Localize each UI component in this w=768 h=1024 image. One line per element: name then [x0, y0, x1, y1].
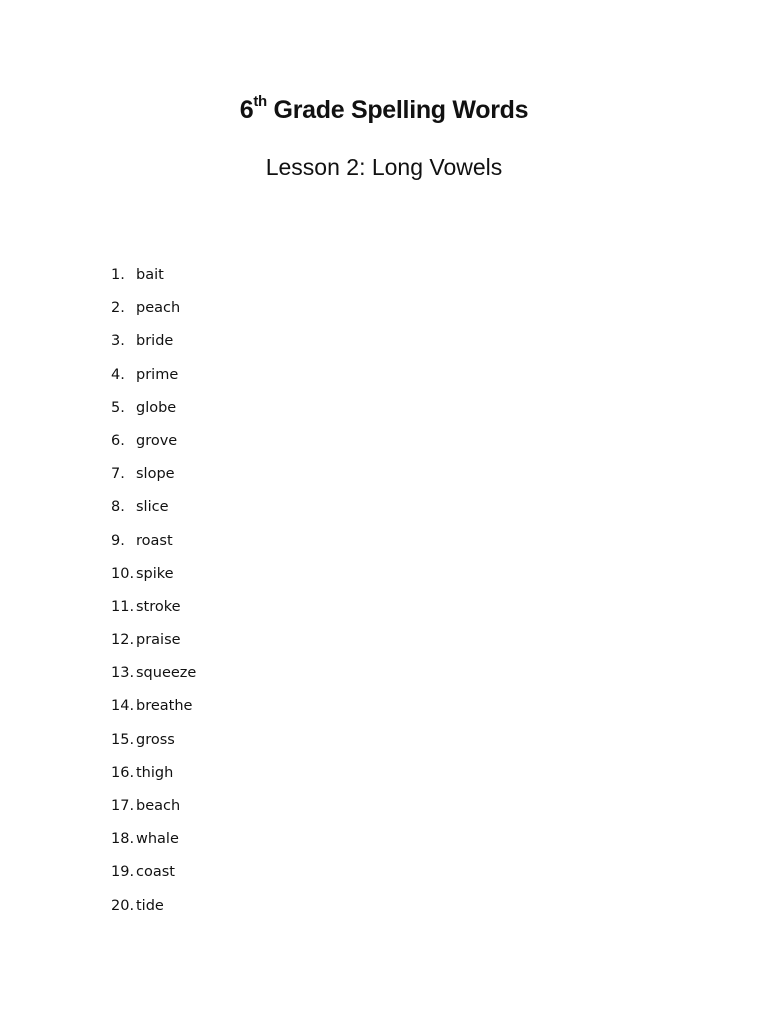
- list-item: [111, 461, 196, 494]
- item-number: 17.: [111, 798, 135, 814]
- spelling-word: praise: [136, 632, 181, 649]
- list-item: [111, 362, 196, 395]
- title-text: Grade Spelling Words: [266, 96, 529, 124]
- spelling-word: peach: [136, 300, 181, 317]
- item-number: 13.: [111, 665, 135, 682]
- list-item: [111, 395, 196, 428]
- title-ordinal-suffix: th: [253, 93, 267, 110]
- list-item: [111, 660, 196, 693]
- spelling-word: beach: [136, 798, 181, 814]
- spelling-word-list: [111, 262, 196, 926]
- item-number: 12.: [111, 632, 135, 649]
- item-number: 15.: [111, 731, 135, 748]
- list-item: [111, 528, 196, 561]
- spelling-word: stroke: [136, 598, 181, 615]
- spelling-word: bait: [136, 267, 164, 283]
- item-number: 5.: [111, 399, 125, 416]
- spelling-word: coast: [136, 864, 175, 881]
- list-item: [111, 760, 196, 793]
- list-item: [111, 893, 196, 926]
- item-number: 18.: [111, 831, 135, 848]
- list-item: [111, 328, 196, 361]
- item-number: 19.: [111, 864, 135, 881]
- list-item: [111, 627, 196, 660]
- item-number: 16.: [111, 764, 135, 781]
- list-item: [111, 859, 196, 892]
- item-number: 2.: [111, 300, 125, 317]
- spelling-word: spike: [136, 565, 174, 582]
- list-item: [111, 295, 196, 328]
- item-number: 10.: [111, 565, 135, 582]
- spelling-word: bride: [136, 333, 174, 350]
- list-item: [111, 494, 196, 527]
- item-number: 3.: [111, 333, 125, 350]
- list-item: [111, 561, 196, 594]
- list-item: [111, 826, 196, 859]
- spelling-word: breathe: [136, 698, 193, 715]
- list-item: [111, 428, 196, 461]
- spelling-word: whale: [136, 831, 179, 848]
- item-number: 20.: [111, 897, 135, 914]
- spelling-word: slope: [136, 466, 175, 483]
- spelling-word: roast: [136, 532, 173, 549]
- item-number: 8.: [111, 499, 125, 516]
- list-item: [111, 693, 196, 726]
- item-number: 1.: [111, 267, 125, 283]
- spelling-word: thigh: [136, 764, 174, 781]
- item-number: 4.: [111, 366, 125, 383]
- spelling-word: globe: [136, 399, 177, 416]
- title-grade-number: 6: [239, 96, 254, 124]
- item-number: 7.: [111, 466, 125, 483]
- list-item: [111, 793, 196, 826]
- spelling-word: grove: [136, 432, 178, 449]
- spelling-word: slice: [136, 499, 169, 516]
- item-number: 14.: [111, 698, 135, 715]
- list-item: [111, 262, 196, 295]
- lesson-subtitle: Lesson 2: Long Vowels: [265, 154, 503, 180]
- item-number: 6.: [111, 432, 125, 449]
- page-title: [0, 92, 768, 128]
- list-item: [111, 594, 196, 627]
- spelling-word: prime: [136, 366, 179, 383]
- spelling-word: gross: [136, 731, 175, 748]
- list-item: [111, 727, 196, 760]
- spelling-word: squeeze: [136, 665, 197, 682]
- item-number: 9.: [111, 532, 125, 549]
- spelling-word: tide: [136, 897, 164, 914]
- item-number: 11.: [111, 598, 135, 615]
